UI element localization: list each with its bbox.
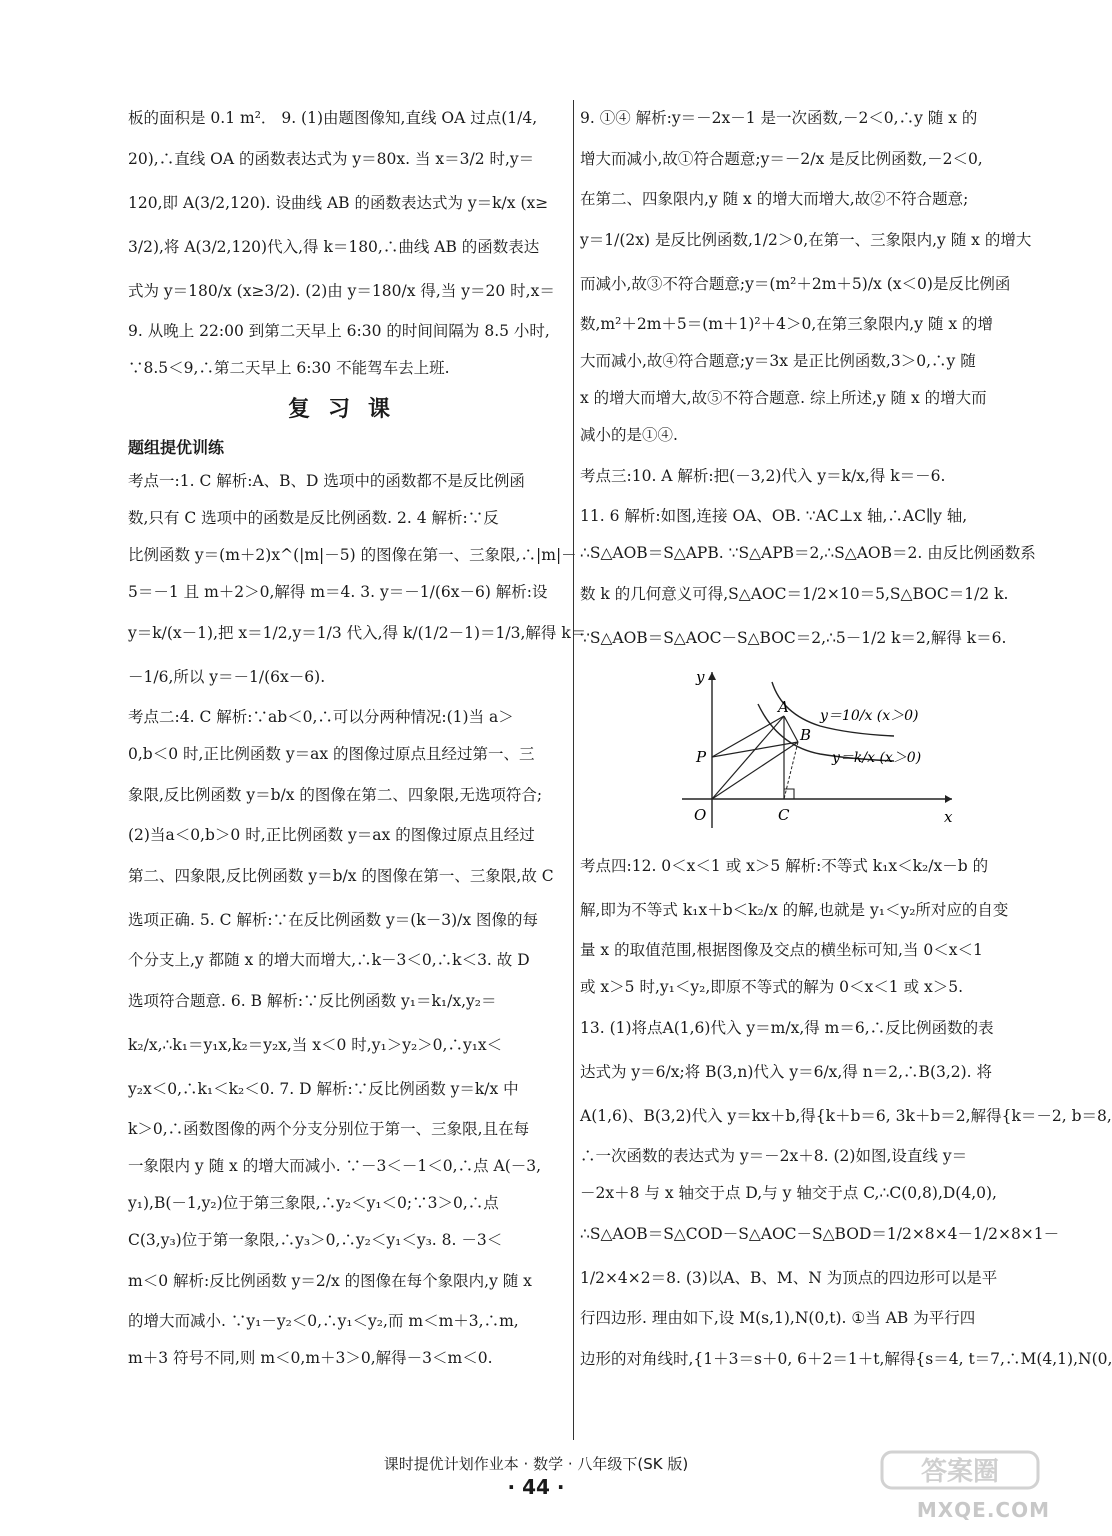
- text-line: y₂x＜0,∴k₁＜k₂＜0. 7. D 解析:∵反比例函数 y＝k/x 中: [128, 1080, 519, 1098]
- text-line: 0,b＜0 时,正比例函数 y＝ax 的图像过原点且经过第一、三: [128, 745, 535, 763]
- text-line: －2x＋8 与 x 轴交于点 D,与 y 轴交于点 C,∴C(0,8),D(4,0),: [580, 1184, 997, 1202]
- right-angle-mark: [784, 789, 794, 799]
- label-point-b: B: [800, 726, 812, 744]
- text-line: ∴S△AOB＝S△COD－S△AOC－S△BOD＝1/2×8×4－1/2×8×1－: [580, 1225, 1060, 1243]
- text-line: 增大而减小,故①符合题意;y＝－2/x 是反比例函数,－2＜0,: [580, 150, 983, 168]
- label-point-a: A: [778, 698, 789, 716]
- left-column: [128, 100, 587, 1377]
- text-line: 行四边形. 理由如下,设 M(s,1),N(0,t). ①当 AB 为平行四: [580, 1309, 976, 1327]
- label-x-axis: x: [944, 808, 953, 826]
- text-line: 1/2×4×2＝8. (3)以A、B、M、N 为顶点的四边形可以是平: [580, 1269, 998, 1287]
- text-line: 11. 6 解析:如图,连接 OA、OB. ∵AC⊥x 轴,∴AC∥y 轴,: [580, 507, 968, 525]
- text-line: 20),∴直线 OA 的函数表达式为 y＝80x. 当 x＝3/2 时,y＝: [128, 150, 535, 168]
- text-line: (2)当a＜0,b＞0 时,正比例函数 y＝ax 的图像过原点且经过: [128, 826, 535, 844]
- subsection-heading: 题组提优训练: [128, 438, 225, 457]
- footer-series-title: 课时提优计划作业本 · 数学 · 八年级下(SK 版): [383, 1455, 689, 1473]
- geometry-figure: [660, 664, 960, 834]
- text-line: 数,m²＋2m＋5＝(m＋1)²＋4＞0,在第三象限内,y 随 x 的增: [580, 315, 993, 333]
- label-y-axis: y: [696, 668, 705, 686]
- y-axis-arrow: [708, 672, 716, 680]
- text-line: 13. (1)将点A(1,6)代入 y＝m/x,得 m＝6,∴反比例函数的表: [580, 1019, 994, 1037]
- right-column: [580, 100, 1112, 1381]
- column-divider: [573, 100, 574, 1440]
- text-line: 一象限内 y 随 x 的增大而减小. ∵－3＜－1＜0,∴点 A(－3,: [128, 1157, 542, 1175]
- text-line: 的增大而减小. ∵y₁－y₂＜0,∴y₁＜y₂,而 m＜m＋3,∴m,: [128, 1312, 519, 1330]
- text-line: 或 x＞5 时,y₁＜y₂,即原不等式的解为 0＜x＜1 或 x＞5.: [580, 978, 964, 996]
- text-line: 个分支上,y 都随 x 的增大而增大,∴k－3＜0,∴k＜3. 故 D: [128, 951, 530, 969]
- text-line: y₁),B(－1,y₂)位于第三象限,∴y₂＜y₁＜0;∵3＞0,∴点: [128, 1194, 499, 1212]
- text-line: 第二、四象限,反比例函数 y＝b/x 的图像在第一、三象限,故 C: [128, 867, 554, 885]
- text-line: 减小的是①④.: [580, 426, 678, 444]
- x-axis-arrow: [945, 795, 952, 803]
- label-origin: O: [694, 806, 707, 824]
- watermark-logo-icon: [880, 1448, 1040, 1492]
- text-line: 边形的对角线时,{1＋3＝s＋0, 6＋2＝1＋t,解得{s＝4, t＝7,∴M(4,1),N(0,: [580, 1350, 1112, 1368]
- text-line: 9. ①④ 解析:y＝－2x－1 是一次函数,－2＜0,∴y 随 x 的: [580, 109, 978, 127]
- text-line: 考点四:12. 0＜x＜1 或 x＞5 解析:不等式 k₁x＜k₂/x－b 的: [580, 857, 989, 875]
- text-line: 式为 y＝180/x (x≥3/2). (2)由 y＝180/x 得,当 y＝20 时,x＝: [128, 282, 555, 300]
- section-heading: 复习课: [287, 397, 408, 422]
- text-line: C(3,y₃)位于第一象限,∴y₃＞0,∴y₂＜y₁＜y₃. 8. －3＜: [128, 1231, 503, 1249]
- text-line: 3/2),将 A(3/2,120)代入,得 k＝180,∴曲线 AB 的函数表达: [128, 238, 540, 256]
- page-number: · 44 ·: [507, 1475, 565, 1499]
- text-line: y＝k/(x－1),把 x＝1/2,y＝1/3 代入,得 k/(1/2－1)＝1/3,解得 k＝: [128, 624, 587, 642]
- label-curve-k-over-x: y＝k/x (x＞0): [832, 750, 922, 766]
- watermark-site: MXQE.COM: [916, 1498, 1050, 1522]
- text-line: m＋3 符号不同,则 m＜0,m＋3＞0,解得－3＜m＜0.: [128, 1349, 493, 1367]
- text-line: 选项符合题意. 6. B 解析:∵反比例函数 y₁＝k₁/x,y₂＝: [128, 992, 497, 1010]
- segment-ab: [784, 716, 798, 742]
- text-line: 5＝－1 且 m＋2＞0,解得 m＝4. 3. y＝－1/(6x－6) 解析:设: [128, 583, 548, 601]
- label-curve-10-over-x: y＝10/x (x＞0): [820, 708, 919, 724]
- text-line: 考点一:1. C 解析:A、B、D 选项中的函数都不是反比例函: [128, 472, 525, 490]
- text-line: 120,即 A(3/2,120). 设曲线 AB 的函数表达式为 y＝k/x (x≥: [128, 194, 549, 212]
- text-line: 板的面积是 0.1 m²． 9. (1)由题图像知,直线 OA 过点(1/4,: [128, 109, 538, 127]
- text-line: ∵S△AOB＝S△AOC－S△BOC＝2,∴5－1/2 k＝2,解得 k＝6.: [580, 629, 1007, 647]
- text-line: 数 k 的几何意义可得,S△AOC＝1/2×10＝5,S△BOC＝1/2 k.: [580, 585, 1009, 603]
- segment-oa: [712, 716, 784, 799]
- text-line: 量 x 的取值范围,根据图像及交点的横坐标可知,当 0＜x＜1: [580, 941, 983, 959]
- text-line: 考点二:4. C 解析:∵ab＜0,∴可以分两种情况:(1)当 a＞: [128, 708, 514, 726]
- text-line: 达式为 y＝6/x;将 B(3,n)代入 y＝6/x,得 n＝2,∴B(3,2). 将: [580, 1063, 993, 1081]
- text-line: 数,只有 C 选项中的函数是反比例函数. 2. 4 解析:∵反: [128, 509, 499, 527]
- text-line: 而减小,故③不符合题意;y＝(m²＋2m＋5)/x (x＜0)是反比例函: [580, 275, 1011, 293]
- text-line: 选项正确. 5. C 解析:∵在反比例函数 y＝(k－3)/x 图像的每: [128, 911, 539, 929]
- text-line: A(1,6)、B(3,2)代入 y＝kx＋b,得{k＋b＝6, 3k＋b＝2,解得{k＝－2, b＝8,: [580, 1107, 1112, 1125]
- text-line: 在第二、四象限内,y 随 x 的增大而增大,故②不符合题意;: [580, 190, 969, 208]
- label-point-c: C: [778, 806, 790, 824]
- text-line: x 的增大而增大,故⑤不符合题意. 综上所述,y 随 x 的增大而: [580, 389, 987, 407]
- text-line: 考点三:10. A 解析:把(－3,2)代入 y＝k/x,得 k＝－6.: [580, 467, 946, 485]
- text-line: y＝1/(2x) 是反比例函数,1/2＞0,在第一、三象限内,y 随 x 的增大: [580, 231, 1032, 249]
- text-line: 比例函数 y＝(m＋2)x^(|m|－5) 的图像在第一、三象限,∴|m|－: [128, 546, 577, 564]
- text-line: ∵8.5＜9,∴第二天早上 6:30 不能驾车去上班.: [128, 359, 450, 377]
- watermark: [870, 1448, 1050, 1522]
- text-line: k₂/x,∴k₁＝y₁x,k₂＝y₂x,当 x＜0 时,y₁＞y₂＞0,∴y₁x＜: [128, 1036, 503, 1054]
- text-line: k＞0,∴函数图像的两个分支分别位于第一、三象限,且在每: [128, 1120, 530, 1138]
- text-line: ∴一次函数的表达式为 y＝－2x＋8. (2)如图,设直线 y＝: [580, 1147, 968, 1165]
- text-line: 大而减小,故④符合题意;y＝3x 是正比例函数,3＞0,∴y 随: [580, 352, 976, 370]
- text-line: m＜0 解析:反比例函数 y＝2/x 的图像在每个象限内,y 随 x: [128, 1272, 532, 1290]
- text-line: 象限,反比例函数 y＝b/x 的图像在第二、四象限,无选项符合;: [128, 786, 543, 804]
- text-line: 解,即为不等式 k₁x＋b＜k₂/x 的解,也就是 y₁＜y₂所对应的自变: [580, 901, 1009, 919]
- text-line: ∴S△AOB＝S△APB. ∵S△APB＝2,∴S△AOB＝2. 由反比例函数系: [580, 544, 1036, 562]
- segment-ob: [712, 742, 798, 799]
- watermark-logo-text: 答案圈: [920, 1457, 1000, 1487]
- text-line: 9. 从晚上 22:00 到第二天早上 6:30 的时间间隔为 8.5 小时,: [128, 322, 550, 340]
- label-point-p: P: [696, 748, 707, 766]
- text-line: －1/6,所以 y＝－1/(6x－6).: [128, 668, 326, 686]
